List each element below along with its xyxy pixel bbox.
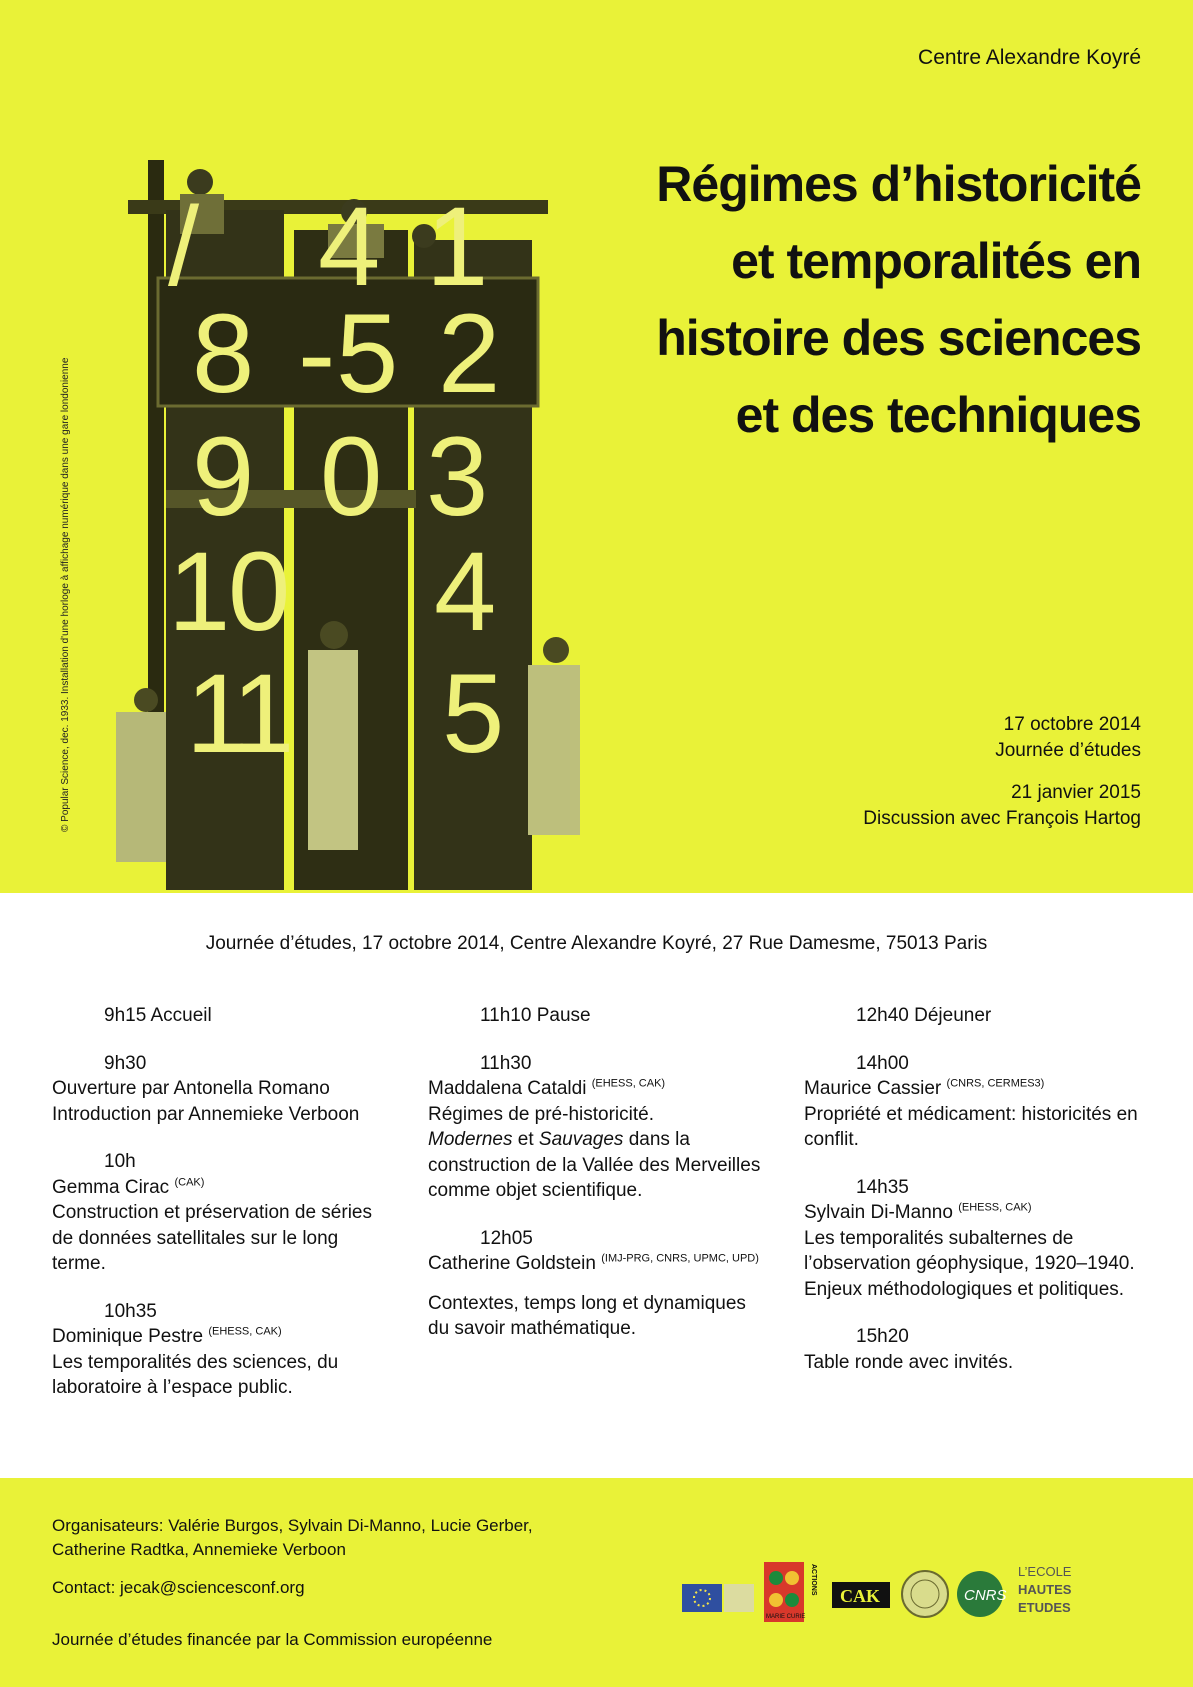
date: 21 janvier 2015 [1011, 782, 1141, 803]
time: 12h40 Déjeuner [856, 1005, 992, 1026]
affiliation: (EHESS, CAK) [958, 1201, 1032, 1214]
program-item [428, 1003, 768, 1029]
digit: 1 [168, 529, 231, 654]
time: 11h10 Pause [480, 1005, 591, 1026]
time: 11h30 [480, 1052, 532, 1074]
time: 10h35 [104, 1300, 157, 1322]
date-label: Discussion avec François Hartog [863, 808, 1141, 829]
talk-text: Régimes de pré-historicité. [428, 1103, 654, 1125]
event-dates [863, 712, 1141, 848]
digit: 3 [426, 414, 489, 539]
date-label: Journée d’études [995, 740, 1141, 761]
cak-logo [832, 1582, 890, 1608]
worker-head [543, 637, 569, 663]
speaker [804, 1200, 1144, 1226]
program-item [52, 1051, 392, 1128]
logo-text: HAUTES [1018, 1582, 1072, 1597]
time: 9h15 Accueil [104, 1005, 212, 1026]
center-name: Centre Alexandre Koyré [918, 46, 1141, 69]
contact: Contact: jecak@sciencesconf.org [52, 1578, 305, 1597]
talk-text [428, 1127, 768, 1204]
funding-note: Journée d’études financée par la Commission européenne [52, 1630, 493, 1649]
time: 15h20 [856, 1326, 909, 1347]
speaker [428, 1251, 768, 1277]
digit: / [168, 184, 200, 309]
digit: 1 [232, 651, 295, 776]
cnrs-logo [957, 1571, 1007, 1617]
affiliation: (CAK) [174, 1176, 205, 1189]
speaker [52, 1324, 392, 1350]
talk-text: Table ronde avec invités. [804, 1351, 1014, 1373]
ehess-logo [1018, 1564, 1072, 1615]
worker-coat [528, 665, 580, 835]
frame-post-left [148, 160, 164, 720]
talk-text: Construction et préservation de séries de données satellitales sur le long terme. [52, 1202, 372, 1274]
poster-footer [0, 1478, 1193, 1687]
worker-head [320, 621, 348, 649]
digit: 0 [228, 529, 291, 654]
logo-text: ACTIONS [810, 1564, 817, 1596]
program-item [804, 1175, 1144, 1303]
affiliation: (EHESS, CAK) [208, 1325, 282, 1338]
date-block [863, 780, 1141, 832]
digit: 9 [192, 414, 255, 539]
logo-text: CAK [840, 1586, 880, 1606]
affiliation: (CNRS, CERMES3) [946, 1077, 1045, 1090]
program-item [804, 1324, 1144, 1375]
speaker-name: Catherine Goldstein [428, 1253, 596, 1274]
program-item [52, 1149, 392, 1277]
eu-flag-logo [682, 1584, 754, 1612]
digit: 2 [438, 291, 501, 416]
worker-coat [308, 650, 358, 850]
marie-curie-actions-logo [764, 1562, 817, 1622]
digit: 1 [186, 651, 249, 776]
digit: 4 [318, 184, 381, 309]
time: 9h30 [104, 1052, 147, 1074]
speaker [52, 1175, 392, 1201]
speaker-name: Maddalena Cataldi [428, 1078, 587, 1099]
digit: 1 [426, 184, 489, 309]
digit: 0 [320, 414, 383, 539]
program-item [804, 1051, 1144, 1153]
digit: 8 [192, 291, 255, 416]
speaker-name: Maurice Cassier [804, 1078, 942, 1099]
talk-text: Propriété et médicament: historicités en conflit. [804, 1103, 1138, 1150]
organizers: Organisateurs: Valérie Burgos, Sylvain Di-Manno, Lucie Gerber, Catherine Radtka, Annemieke Verboon [52, 1516, 533, 1559]
time: 14h00 [856, 1052, 909, 1074]
conjunction: et [512, 1129, 539, 1150]
affiliation: (EHESS, CAK) [591, 1077, 666, 1090]
logo-text: ETUDES [1018, 1600, 1071, 1615]
digit: 5 [442, 651, 505, 776]
program-column-1 [52, 1003, 392, 1423]
main-title: Régimes d’historicité et temporalités en histoire des sciences et des techniques [656, 156, 1141, 443]
logo-text: CNRS [964, 1587, 1007, 1604]
digit: - [298, 291, 336, 416]
time: 14h35 [856, 1176, 909, 1198]
program-column-3 [804, 1003, 1144, 1397]
logo-text: L’ECOLE [1018, 1564, 1072, 1579]
talk-text: Contextes, temps long et dynamiques du savoir mathématique. [428, 1292, 746, 1339]
program-item [52, 1299, 392, 1401]
affiliation: (IMJ-PRG, CNRS, UPMC, UPD) [601, 1252, 759, 1265]
date: 17 octobre 2014 [1003, 714, 1141, 735]
logo-text: MARIE CURIE [766, 1614, 806, 1620]
photo-credit: © Popular Science, dec. 1933. Installation d'une horloge à affichage numérique dans une gare londonienne [60, 357, 71, 832]
digit: 4 [434, 529, 497, 654]
emphasis: Modernes [428, 1129, 513, 1150]
worker-head [134, 688, 158, 712]
speaker-name: Dominique Pestre [52, 1326, 204, 1347]
speaker [804, 1076, 1144, 1102]
program-column-2 [428, 1003, 768, 1364]
program-item [428, 1051, 768, 1204]
university-seal-logo [902, 1571, 948, 1617]
worker-coat [116, 712, 166, 862]
time: 10h [104, 1151, 136, 1172]
talk-text: Ouverture par Antonella Romano Introduction par Annemieke Verboon [52, 1078, 360, 1125]
talk-text-rest: dans la construction de la Vallée des Merveilles comme objet scientifique. [428, 1129, 761, 1201]
speaker [428, 1076, 768, 1102]
speaker-name: Gemma Cirac [52, 1176, 170, 1198]
talk-text: Les temporalités des sciences, du laboratoire à l’espace public. [52, 1351, 339, 1398]
program-item [804, 1003, 1144, 1029]
clock-photo [108, 160, 618, 893]
date-block [863, 712, 1141, 764]
program-item [428, 1226, 768, 1342]
digit: 5 [336, 291, 399, 416]
program-item [52, 1003, 392, 1029]
intro-line: Journée d’études, 17 octobre 2014, Centre Alexandre Koyré, 27 Rue Damesme, 75013 Paris [205, 933, 988, 954]
speaker-name: Sylvain Di-Manno [804, 1202, 953, 1223]
emphasis: Sauvages [538, 1129, 624, 1150]
talk-text: Les temporalités subalternes de l’observation géophysique, 1920–1940. Enjeux méthodologiques et politiques. [804, 1227, 1135, 1300]
time: 12h05 [480, 1227, 533, 1249]
partner-logos [680, 1554, 1150, 1634]
